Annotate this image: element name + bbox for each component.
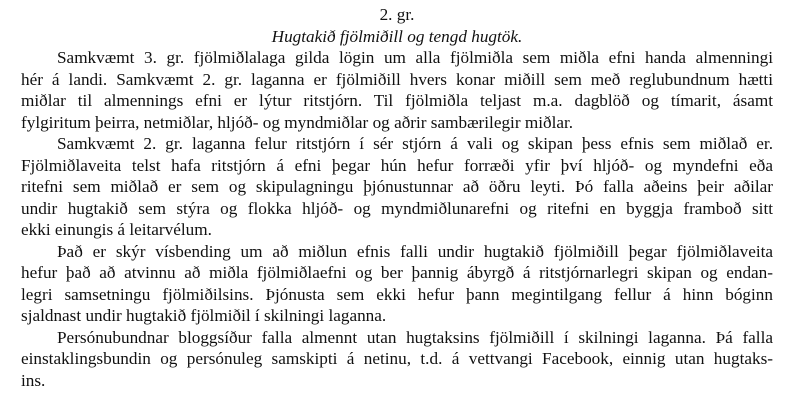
article-number: 2. gr.	[379, 5, 415, 24]
paragraph-2	[21, 133, 773, 241]
paragraph-line: Persónubundnar bloggsíður falla almennt utan hugtaksins fjölmiðill í skilningi laganna. Þá falla	[57, 327, 773, 347]
paragraph-line: hefur það að atvinnu að miðla fjölmiðlaefni og ber þannig ábyrgð á ritstjórnarlegri skipan og endan-	[21, 263, 773, 282]
paragraph-3	[21, 241, 773, 327]
paragraph-line: miðlar til almennings efni er lýtur ritstjórn. Til fjölmiðla teljast m.a. dagblöð og tímarit, ásamt	[21, 91, 773, 110]
document-page	[21, 4, 773, 391]
paragraph-line: Það er skýr vísbending um að miðlun efnis falli undir hugtakið fjölmiðill þegar fjölmiðlaveita	[57, 241, 773, 261]
paragraph-line: hér á landi. Samkvæmt 2. gr. laganna er fjölmiðill hvers konar miðill sem með reglubundnum hætti	[21, 69, 773, 89]
paragraph-1	[21, 47, 773, 133]
paragraph-line: Samkvæmt 3. gr. fjölmiðlalaga gilda lögin um alla fjölmiðla sem miðla efni handa almenningi	[57, 48, 773, 67]
paragraph-line: ins.	[21, 370, 46, 390]
paragraph-line: fylgiritum þeirra, netmiðlar, hljóð- og myndmiðlar og aðrir sambærilegir miðlar.	[21, 112, 574, 132]
paragraph-line: Fjölmiðlaveita telst hafa ritstjórn á efni þegar hún hefur forræði yfir því hljóð- og myndefni eða	[21, 155, 773, 175]
paragraph-line: ritefni sem miðlað er sem og skipulagningu þjónustunnar að öðru leyti. Þó falla aðeins þeir aðilar	[21, 177, 773, 196]
paragraph-line: sjaldnast undir hugtakið fjölmiðil í skilningi laganna.	[21, 306, 387, 325]
paragraph-line: ekki einungis á leitarvélum.	[21, 220, 212, 239]
paragraph-line: legri samsetningu fjölmiðilsins. Þjónusta sem ekki hefur þann megintilgang fellur á hinn bóginn	[21, 284, 773, 304]
paragraph-line: einstaklingsbundin og persónuleg samskipti á netinu, t.d. á vettvangi Facebook, einnig utan hugtaks-	[21, 349, 773, 368]
paragraph-4	[21, 327, 773, 392]
article-title: Hugtakið fjölmiðill og tengd hugtök.	[271, 26, 523, 46]
paragraph-line: Samkvæmt 2. gr. laganna felur ritstjórn í sér stjórn á vali og skipan þess efnis sem miðlað er.	[57, 134, 773, 153]
paragraph-line: undir hugtakið sem stýra og flokka hljóð- og myndmiðlunarefni og ritefni en byggja framboð sitt	[21, 198, 773, 218]
